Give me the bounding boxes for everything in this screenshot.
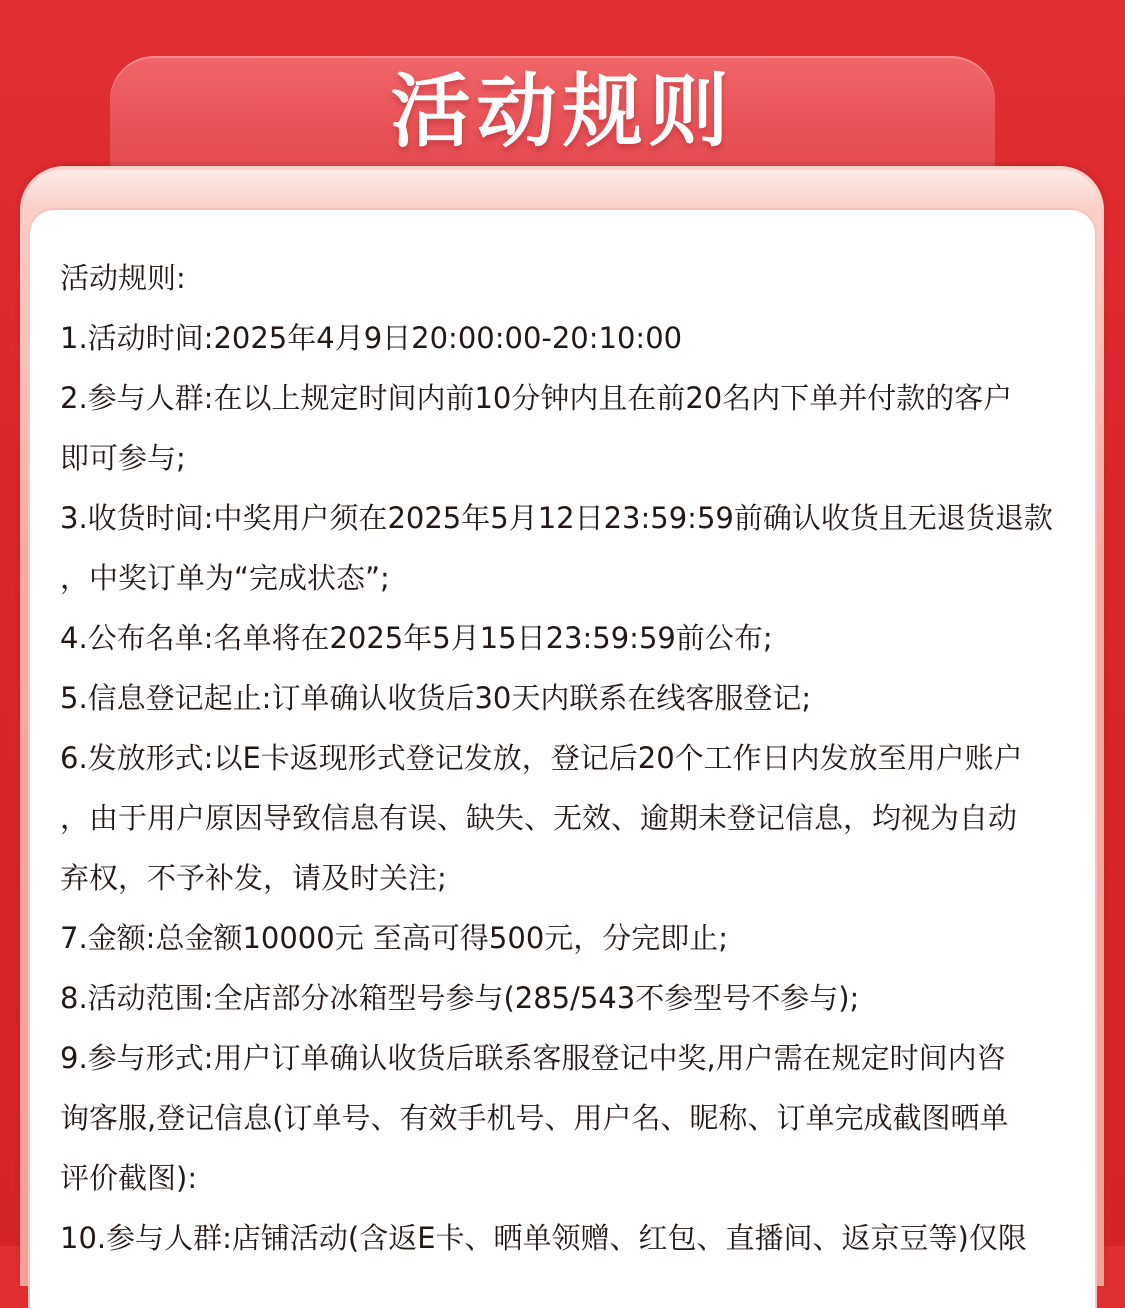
rules-list — [60, 248, 1070, 1268]
rule-line: 8.活动范围:全店部分冰箱型号参与(285/543不参型号不参与); — [60, 981, 860, 1015]
rule-line: ，中奖订单为“完成状态”; — [60, 561, 390, 595]
rule-line: 9.参与形式:用户订单确认收货后联系客服登记中奖,用户需在规定时间内咨 — [60, 1041, 1006, 1075]
rule-line: 弃权，不予补发，请及时关注; — [60, 861, 447, 895]
rule-line: ，由于用户原因导致信息有误、缺失、无效、逾期未登记信息，均视为自动 — [60, 801, 1018, 835]
rule-line: 6.发放形式:以E卡返现形式登记发放，登记后20个工作日内发放至用户账户 — [60, 741, 1023, 775]
rule-line: 5.信息登记起止:订单确认收货后30天内联系在线客服登记; — [60, 681, 812, 715]
rule-line: 1.活动时间:2025年4月9日20:00:00-20:10:00 — [60, 321, 683, 355]
rule-line: 10.参与人群:店铺活动(含返E卡、晒单领赠、红包、直播间、返京豆等)仅限 — [60, 1221, 1027, 1255]
rules-heading: 活动规则: — [60, 261, 186, 295]
rule-line: 3.收货时间:中奖用户须在2025年5月12日23:59:59前确认收货且无退货退款 — [60, 501, 1053, 535]
rule-line: 7.金额:总金额10000元 至高可得500元，分完即止; — [60, 921, 729, 955]
page-title: 活动规则 — [390, 65, 735, 158]
rule-line: 询客服,登记信息(订单号、有效手机号、用户名、昵称、订单完成截图晒单 — [60, 1101, 1009, 1135]
rule-line: 即可参与; — [60, 441, 186, 475]
rule-line: 评价截图): — [60, 1161, 198, 1195]
rule-line: 2.参与人群:在以上规定时间内前10分钟内且在前20名内下单并付款的客户 — [60, 381, 1013, 415]
rule-line: 4.公布名单:名单将在2025年5月15日23:59:59前公布; — [60, 621, 773, 655]
